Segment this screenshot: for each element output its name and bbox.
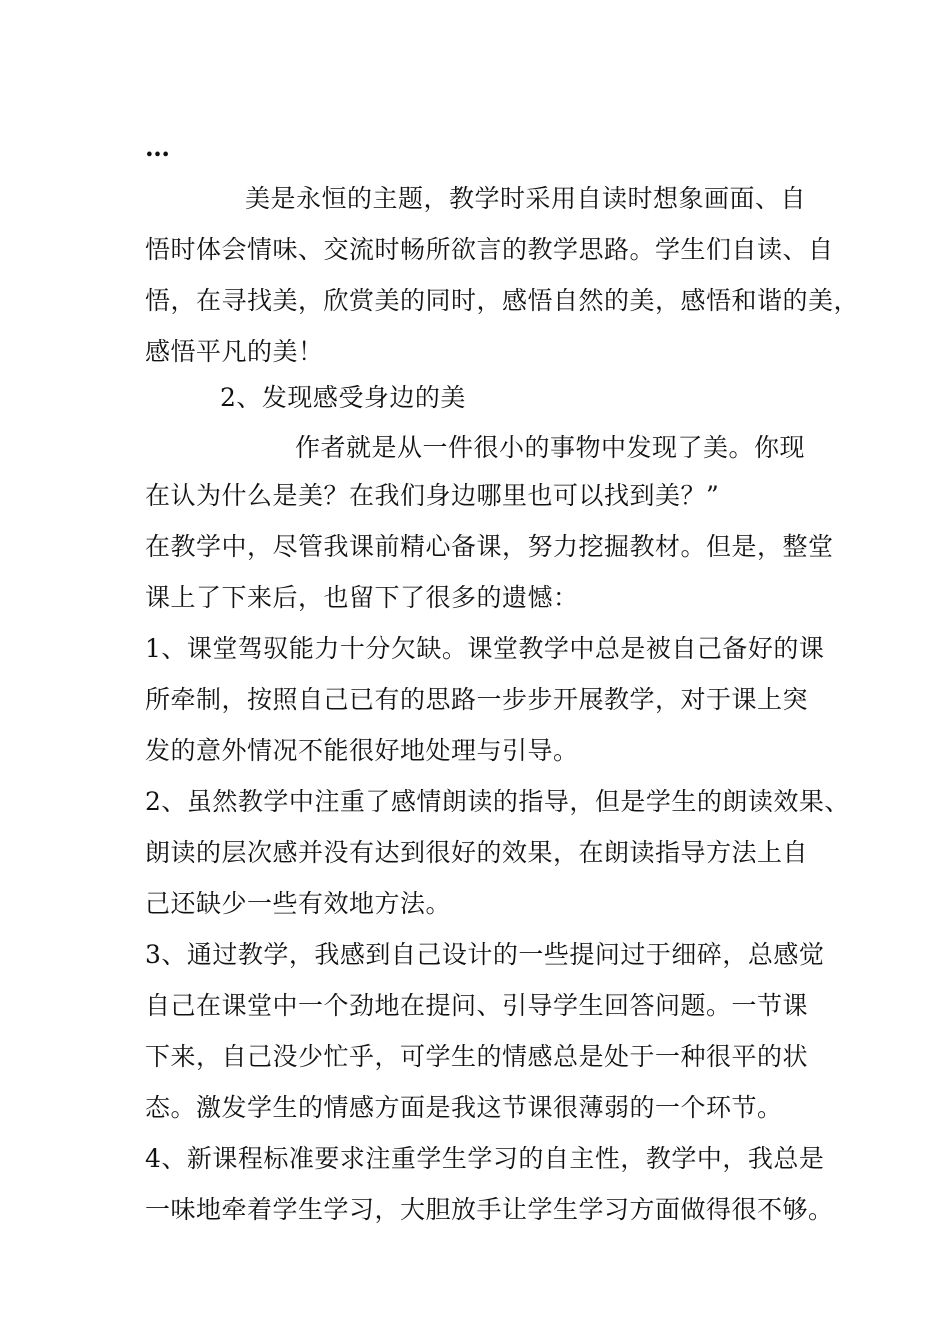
text-line: 己还缺少一些有效地方法。 [145,889,452,918]
text-line: 所牵制，按照自己已有的思路一步步开展教学，对于课上突 [145,685,809,714]
section-heading: 2、发现感受身边的美 [220,383,466,412]
text-line-ellipsis: … [145,133,171,162]
text-line: 在教学中，尽管我课前精心备课，努力挖掘教材。但是，整堂 [145,532,834,561]
text-line: 在认为什么是美？在我们身边哪里也可以找到美？” [145,481,720,510]
text-line: 1、课堂驾驭能力十分欠缺。课堂教学中总是被自己备好的课 [145,634,825,663]
text-line: 2、虽然教学中注重了感情朗读的指导，但是学生的朗读效果、 [145,787,850,816]
text-line: 作者就是从一件很小的事物中发现了美。你现 [295,433,806,462]
text-line: 课上了下来后，也留下了很多的遗憾： [145,583,579,612]
text-line: 态。激发学生的情感方面是我这节课很薄弱的一个环节。 [145,1093,783,1122]
text-line: 自己在课堂中一个劲地在提问、引导学生回答问题。一节课 [145,991,809,1020]
text-line: 发的意外情况不能很好地处理与引导。 [145,736,579,765]
text-line: 朗读的层次感并没有达到很好的效果，在朗读指导方法上自 [145,838,809,867]
text-line: 感悟平凡的美！ [145,337,324,366]
text-line: 下来，自己没少忙乎，可学生的情感总是处于一种很平的状 [145,1042,809,1071]
text-line: 悟时体会情味、交流时畅所欲言的教学思路。学生们自读、自 [145,235,834,264]
text-line: 4、新课程标准要求注重学生学习的自主性，教学中，我总是 [145,1144,825,1173]
text-line: 一味地牵着学生学习，大胆放手让学生学习方面做得很不够。 [145,1195,834,1224]
text-line: 美是永恒的主题，教学时采用自读时想象画面、自 [245,184,807,213]
text-line: 悟，在寻找美，欣赏美的同时，感悟自然的美，感悟和谐的美， [145,286,860,315]
text-line: 3、通过教学，我感到自己设计的一些提问过于细碎，总感觉 [145,940,825,969]
